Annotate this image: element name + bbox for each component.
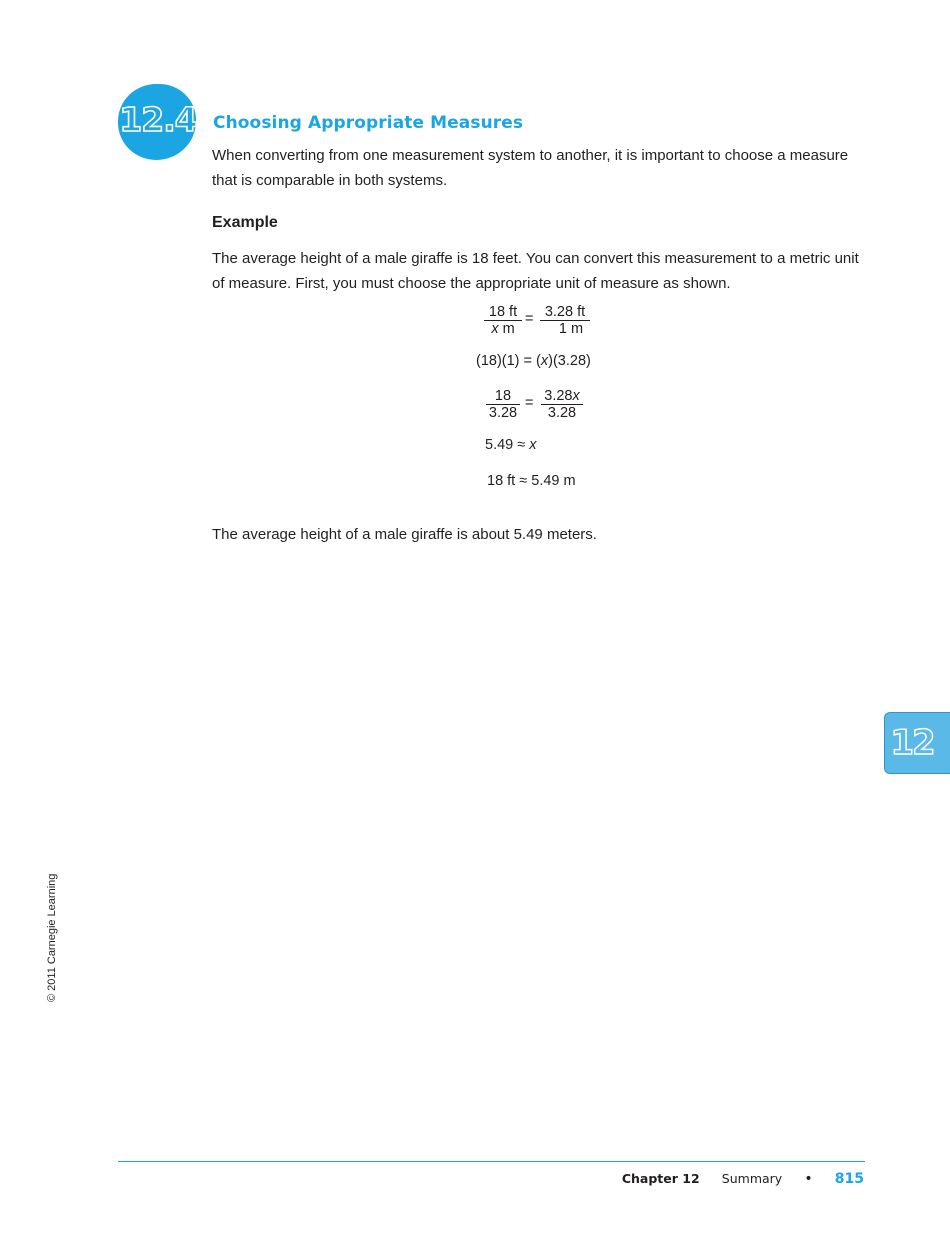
variable-x: x	[572, 388, 580, 404]
footer-chapter: Chapter 12	[621, 1171, 700, 1186]
variable-x: x	[529, 437, 537, 453]
fraction-numerator: 18	[494, 388, 512, 404]
chapter-tab-number: 12	[890, 723, 934, 763]
equation-step-5	[487, 473, 576, 489]
equation-left: 5.49	[485, 437, 514, 453]
fraction-left	[484, 304, 522, 337]
equation-step-2	[476, 353, 591, 369]
approx-sign: ≈	[519, 473, 528, 489]
equation-step-3	[486, 388, 596, 424]
chapter-tab	[884, 712, 950, 774]
fraction-right	[540, 304, 590, 337]
example-paragraph: The average height of a male giraffe is 18 feet. You can convert this measurement to a metric unit of measure. First, you must choose the appropriate unit of measure as shown.	[212, 250, 859, 292]
footer-section: Summary	[721, 1171, 783, 1186]
section-number-badge	[118, 84, 198, 160]
fraction-numerator	[541, 388, 583, 404]
coefficient: 3.28	[544, 388, 573, 404]
fraction-denominator: 1 m	[558, 321, 584, 337]
paren-rest: )(3.28)	[548, 353, 591, 369]
fraction-denominator: 3.28	[488, 405, 518, 421]
paren-open: (	[536, 353, 541, 369]
equation-step-1	[484, 304, 604, 340]
copyright-notice: © 2011 Carnegie Learning	[46, 873, 58, 1002]
fraction-numerator: 3.28 ft	[544, 304, 586, 320]
equation-left: (18)(1)	[476, 353, 520, 369]
fraction-denominator	[484, 321, 522, 337]
fraction-left	[486, 388, 520, 421]
fraction-numerator: 18 ft	[488, 304, 518, 320]
intro-paragraph: When converting from one measurement system to another, it is important to choose a measure that is comparable in both systems.	[212, 147, 849, 189]
variable-x: x	[491, 321, 499, 337]
equation-right: 5.49 m	[531, 473, 576, 489]
page-footer	[622, 1171, 864, 1187]
equation-step-4	[485, 437, 537, 453]
fraction-denominator: 3.28	[547, 405, 577, 421]
section-number: 12.4	[119, 100, 197, 139]
footer-divider	[118, 1161, 865, 1162]
section-title: Choosing Appropriate Measures	[213, 113, 524, 133]
equation-right	[536, 353, 591, 369]
unit-meters: m	[498, 321, 515, 337]
equation-left: 18 ft	[487, 473, 516, 489]
footer-bullet: •	[804, 1171, 813, 1187]
equals-sign: =	[525, 311, 534, 327]
page-number: 815	[834, 1171, 864, 1187]
equals-sign: =	[523, 353, 533, 369]
approx-sign: ≈	[517, 437, 526, 453]
example-heading: Example	[212, 214, 278, 231]
equals-sign: =	[525, 395, 534, 411]
variable-x: x	[540, 353, 549, 369]
fraction-right	[541, 388, 583, 421]
conclusion-paragraph: The average height of a male giraffe is about 5.49 meters.	[212, 526, 597, 543]
